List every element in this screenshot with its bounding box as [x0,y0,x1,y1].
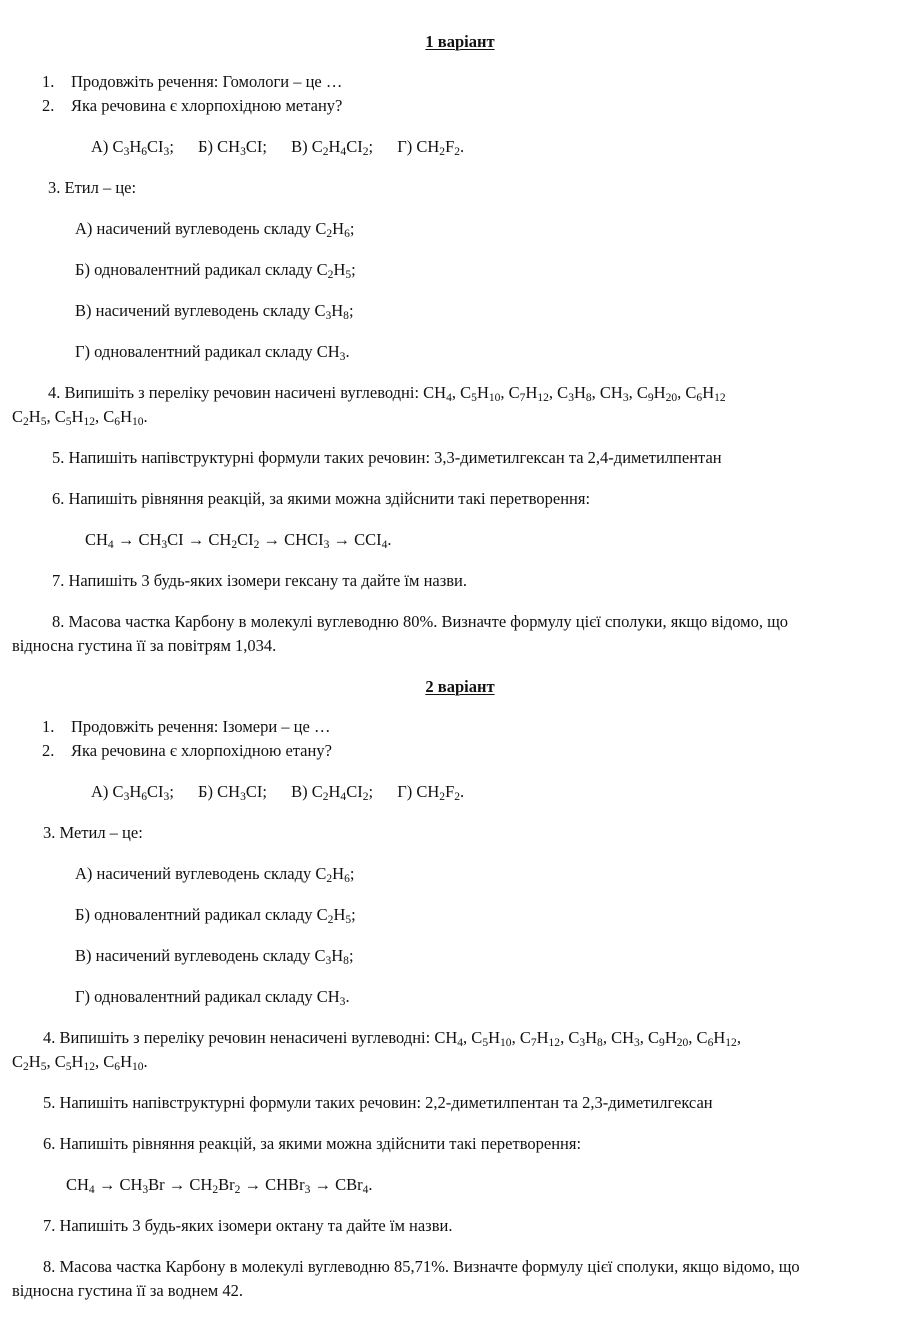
v2-q2-number: 2. [42,741,55,760]
v2-q7-text: 7. Напишіть 3 будь-яких ізомери октану та дайте їм назви. [43,1216,453,1235]
v1-q8-line1: 8. Масова частка Карбону в молекулі вуглеводню 80%. Визначте формулу цієї сполуки, якщо відомо, що [52,612,789,631]
v1-q8-line2: відносна густина її за повітрям 1,034. [12,636,277,655]
v1-q7-text: 7. Напишіть 3 будь-яких ізомери гексану та дайте їм назви. [52,571,467,590]
v1-q2-option-c: В) $C_2H_4CI_2$; [291,137,374,158]
v1-q2-option-a: А) $C_3H_6CI_3$; [91,137,174,158]
v1-q2-options [91,139,464,156]
v2-q2-options [91,784,464,801]
v1-q3-option-b: Б) одновалентний радикал складу $C_2H_5$; [75,260,356,281]
v1-q3-option-a: А) насичений вуглеводень складу $C_2H_6$; [75,219,355,240]
variant2-title: 2 варіант [425,677,495,696]
v1-q5-text: 5. Напишіть напівструктурні формули таких речовин: 3,3-диметилгексан та 2,4-диметилпентан [52,448,722,467]
v2-q1-text: Продовжіть речення: Ізомери – це … [71,717,331,736]
v1-q6-chain: $CH_4 \to CH_3CI \to CH_2CI_2$ → $CHCI_3 \to CCI_4$. [85,530,392,551]
v2-q2-text: Яка речовина є хлорпохідною етану? [71,741,332,760]
v1-q6-text: 6. Напишіть рівняння реакцій, за якими можна здійснити такі перетворення: [52,489,591,508]
v2-q3-option-b: Б) одновалентний радикал складу $C_2H_5$; [75,905,356,926]
v2-q4-line2: $C_2H_5$, $C_5H_{12}$, $C_6H_{10}$. [12,1052,148,1073]
v2-q6-text: 6. Напишіть рівняння реакцій, за якими можна здійснити такі перетворення: [43,1134,582,1153]
v1-q4-line2: $C_2H_5$, $C_5H_{12}$, $C_6H_{10}$. [12,407,148,428]
v1-q1-text: Продовжіть речення: Гомологи – це … [71,72,343,91]
v1-q1-number: 1. [42,72,55,91]
v2-q2-option-a: А) $C_3H_6CI_3$; [91,782,174,803]
v2-q5-text: 5. Напишіть напівструктурні формули таких речовин: 2,2-диметилпентан та 2,3-диметилгексан [43,1093,713,1112]
v2-q4-line1: 4. Випишіть з переліку речовин ненасичені вуглеводні: $CH_4$, $C_5H_{10}$, $C_7H_{12}$, $C_3H_8$, $CH_3$, $C_9H_{20}$, $C_6H_{12}$, [43,1028,741,1049]
v1-q3-option-c: В) насичений вуглеводень складу $C_3H_8$; [75,301,354,322]
v2-q2-option-b: Б) $CH_3CI$; [198,782,267,803]
v2-q2-option-c: В) $C_2H_4CI_2$; [291,782,374,803]
v2-q3-option-a: А) насичений вуглеводень складу $C_2H_6$; [75,864,355,885]
v1-q2-text: Яка речовина є хлорпохідною метану? [71,96,343,115]
variant1-title: 1 варіант [425,32,495,51]
v1-q2-number: 2. [42,96,55,115]
v2-q8-line2: відносна густина її за воднем 42. [12,1281,243,1300]
v1-q4-line1: 4. Випишіть з переліку речовин насичені вуглеводні: $CH_4$, $C_5H_{10}$, $C_7H_{12}$, $C_3H_8$, $CH_3$, $C_9H_{20}$, $C_6H_{12}$ [48,383,726,404]
v1-q3-text: 3. Етил – це: [48,178,137,197]
v1-q3-option-d: Г) одновалентний радикал складу $CH_3$. [75,342,350,363]
v1-q2-option-d: Г) $CH_2F_2$. [397,137,465,158]
v2-q3-option-c: В) насичений вуглеводень складу $C_3H_8$; [75,946,354,967]
v2-q6-chain: $CH_4 \to CH_3Br \to CH_2Br_2$ → CHBr$_3$ → CBr$_4$. [66,1175,373,1196]
v2-q2-option-d: Г) $CH_2F_2$. [397,782,465,803]
v2-q1-number: 1. [42,717,55,736]
v2-q3-option-d: Г) одновалентний радикал складу $CH_3$. [75,987,350,1008]
v2-q8-line1: 8. Масова частка Карбону в молекулі вуглеводню 85,71%. Визначте формулу цієї сполуки, якщо відомо, що [43,1257,800,1276]
v1-q2-option-b: Б) $CH_3CI$; [198,137,267,158]
v2-q3-text: 3. Метил – це: [43,823,143,842]
